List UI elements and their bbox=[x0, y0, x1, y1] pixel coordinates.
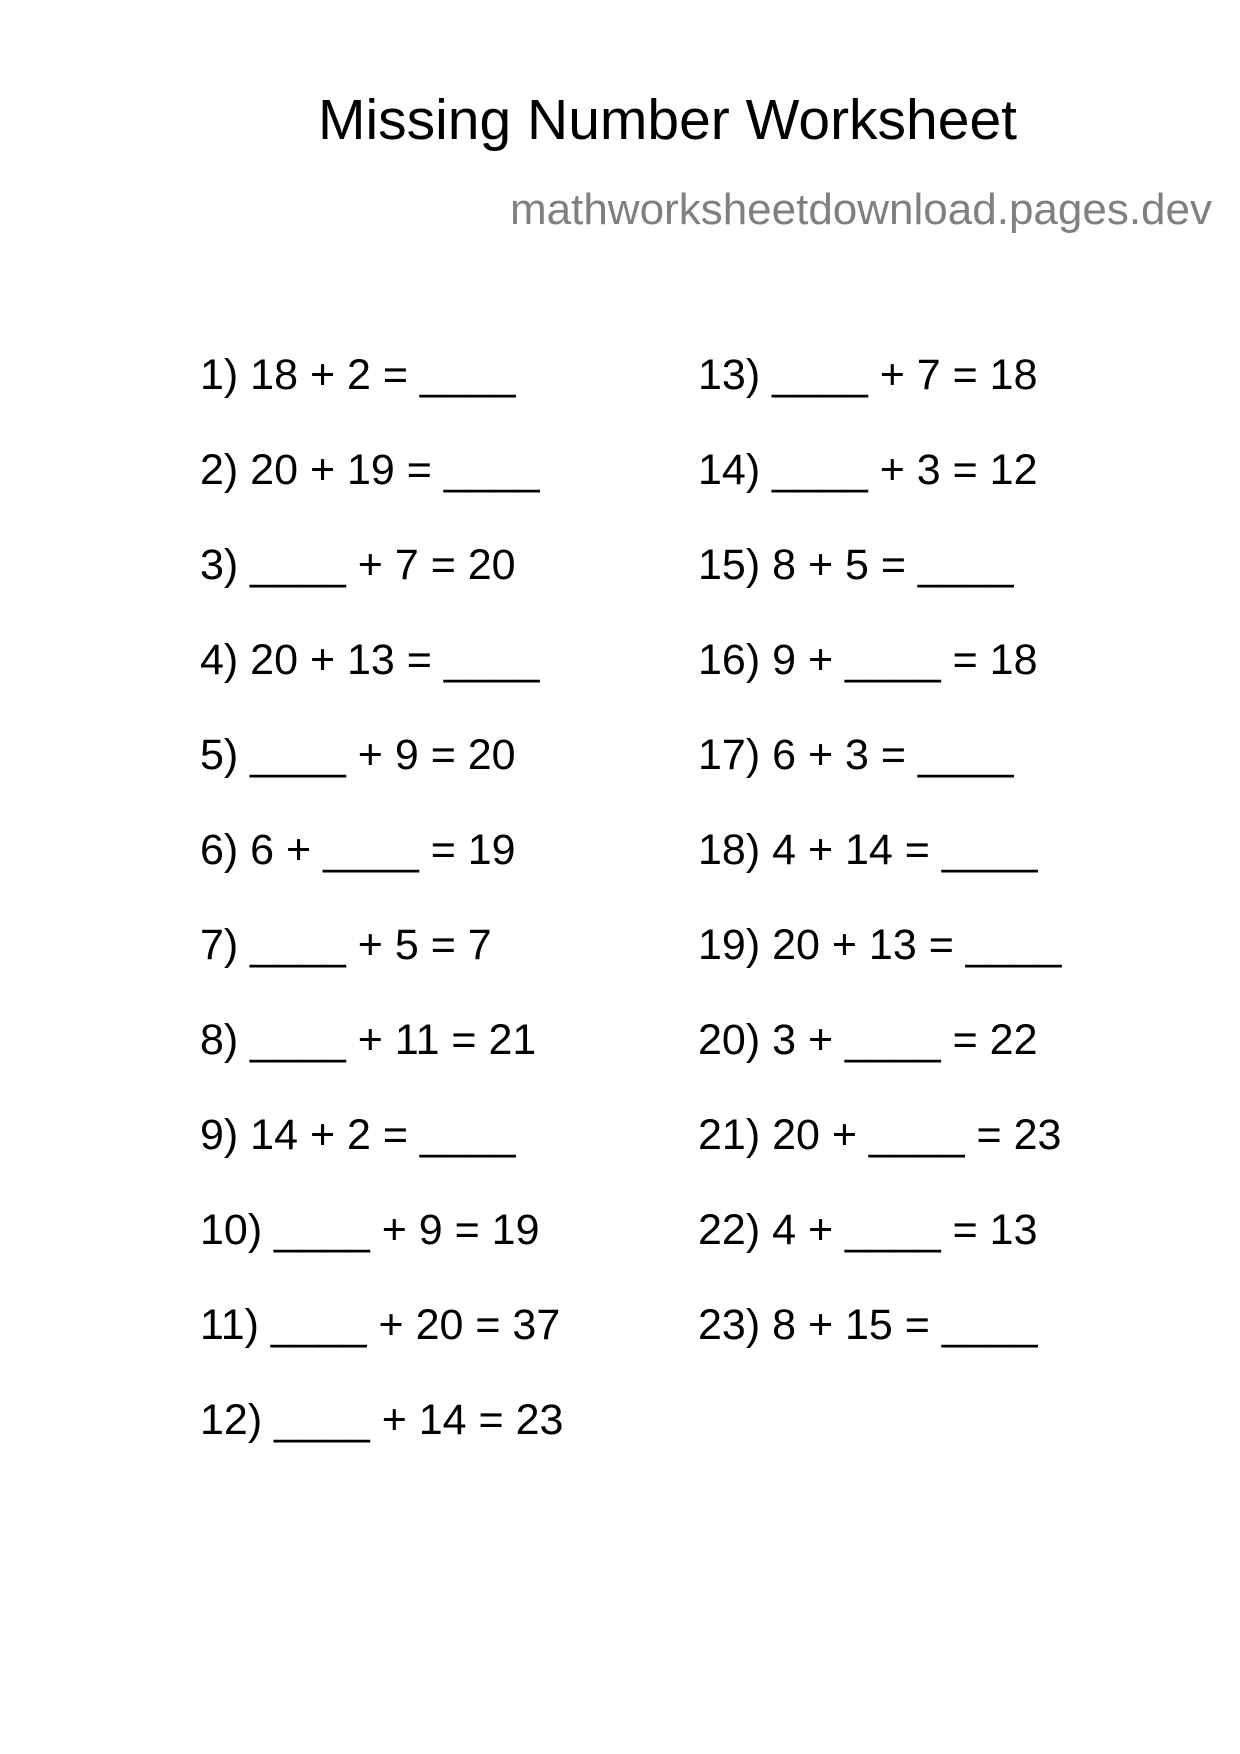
problem-6: 6) 6 + ____ = 19 bbox=[200, 826, 516, 874]
problem-column-left bbox=[200, 350, 563, 1490]
problem-21: 21) 20 + ____ = 23 bbox=[698, 1111, 1062, 1159]
problem-1: 1) 18 + 2 = ____ bbox=[200, 351, 516, 399]
problem-17: 17) 6 + 3 = ____ bbox=[698, 731, 1014, 779]
problem-23: 23) 8 + 15 = ____ bbox=[698, 1301, 1038, 1349]
problem-13: 13) ____ + 7 = 18 bbox=[698, 351, 1038, 399]
problem-12: 12) ____ + 14 = 23 bbox=[200, 1396, 564, 1444]
problem-3: 3) ____ + 7 = 20 bbox=[200, 541, 516, 589]
problem-15: 15) 8 + 5 = ____ bbox=[698, 541, 1014, 589]
problem-18: 18) 4 + 14 = ____ bbox=[698, 826, 1038, 874]
problem-11: 11) ____ + 20 = 37 bbox=[200, 1301, 561, 1349]
problem-9: 9) 14 + 2 = ____ bbox=[200, 1111, 516, 1159]
problem-10: 10) ____ + 9 = 19 bbox=[200, 1206, 540, 1254]
problem-2: 2) 20 + 19 = ____ bbox=[200, 446, 540, 494]
problem-14: 14) ____ + 3 = 12 bbox=[698, 446, 1038, 494]
problem-4: 4) 20 + 13 = ____ bbox=[200, 636, 540, 684]
problem-column-right bbox=[698, 350, 1061, 1395]
problem-16: 16) 9 + ____ = 18 bbox=[698, 636, 1038, 684]
problem-22: 22) 4 + ____ = 13 bbox=[698, 1206, 1038, 1254]
problem-8: 8) ____ + 11 = 21 bbox=[200, 1016, 537, 1064]
problem-19: 19) 20 + 13 = ____ bbox=[698, 921, 1062, 969]
problem-5: 5) ____ + 9 = 20 bbox=[200, 731, 516, 779]
problem-7: 7) ____ + 5 = 7 bbox=[200, 921, 492, 969]
problem-20: 20) 3 + ____ = 22 bbox=[698, 1016, 1038, 1064]
page-title: Missing Number Worksheet bbox=[317, 88, 1017, 152]
source-url: mathworksheetdownload.pages.dev bbox=[509, 185, 1212, 234]
